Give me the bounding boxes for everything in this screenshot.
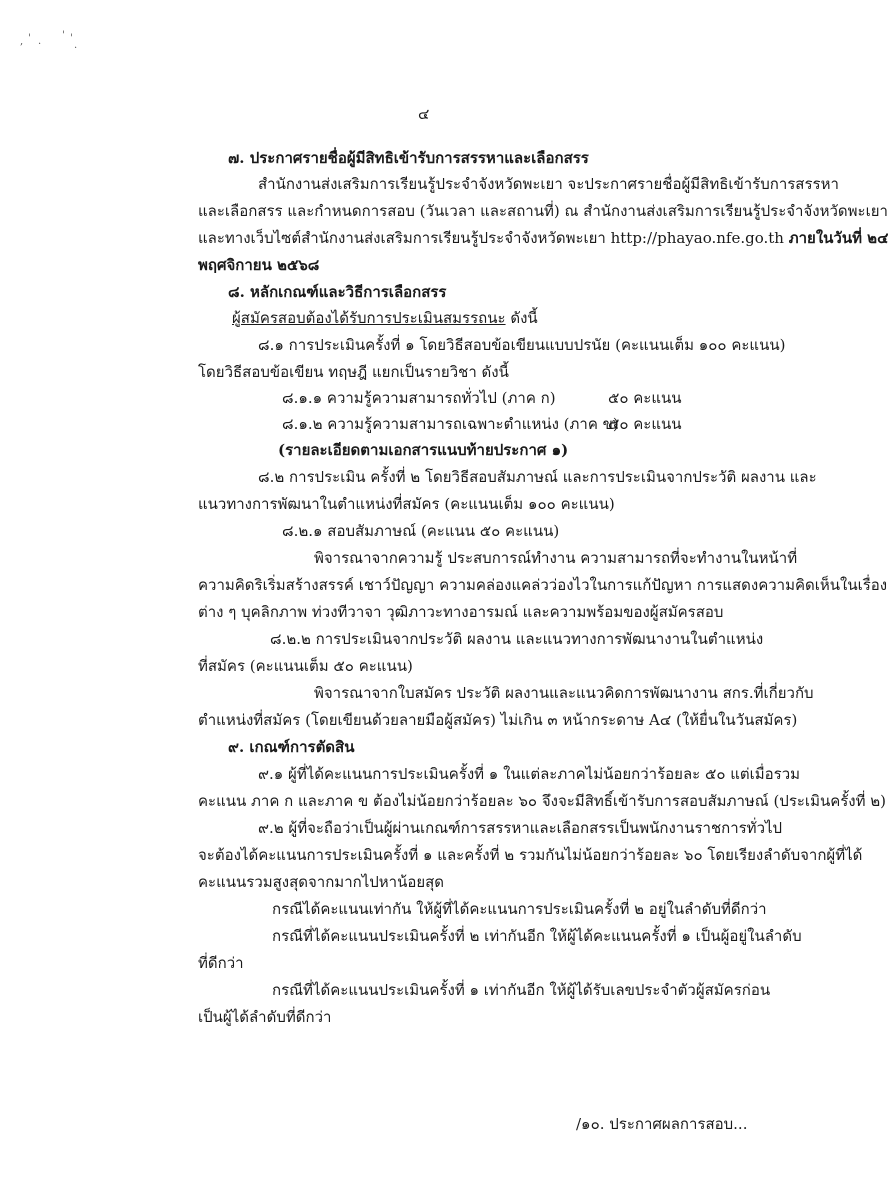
paragraph-text: และทางเว็บไซต์สำนักงานส่งเสริมการเรียนรู้ประจำจังหวัดพะเยา http://phayao.nfe.go.th xyxy=(198,229,789,247)
tiebreak-rule: กรณีที่ได้คะแนนประเมินครั้งที่ ๑ เท่ากันอีก ให้ผู้ได้รับเลขประจำตัวผู้สมัครก่อน xyxy=(272,981,771,999)
section-9-heading: ๙. เกณฑ์การตัดสิน xyxy=(228,738,355,756)
tiebreak-rule: กรณีที่ได้คะแนนประเมินครั้งที่ ๒ เท่ากันอีก ให้ผู้ได้คะแนนครั้งที่ ๑ เป็นผู้อยู่ในลำดับ xyxy=(272,927,802,945)
paragraph-line: แนวทางการพัฒนาในตำแหน่งที่สมัคร (คะแนนเต็ม ๑๐๐ คะแนน) xyxy=(198,495,615,513)
detail-note: (รายละเอียดตามเอกสารแนบท้ายประกาศ ๑) xyxy=(278,441,569,459)
paragraph-line: จะต้องได้คะแนนการประเมินครั้งที่ ๑ และครั้งที่ ๒ รวมกันไม่น้อยกว่าร้อยละ ๖๐ โดยเรียงลำดับจากผู้ที่ได้ xyxy=(198,846,863,864)
tiebreak-rule: กรณีได้คะแนนเท่ากัน ให้ผู้ที่ได้คะแนนการประเมินครั้งที่ ๒ อยู่ในลำดับที่ดีกว่า xyxy=(272,900,767,918)
subject-label: ๘.๑.๒ ความรู้ความสามารถเฉพาะตำแหน่ง (ภาค ข) xyxy=(282,415,619,433)
deadline-date: ภายในวันที่ ๒๔ xyxy=(788,229,888,247)
paragraph-line: ความคิดริเริ่มสร้างสรรค์ เชาว์ปัญญา ความคล่องแคล่วว่องไวในการแก้ปัญหา การแสดงความคิดเห็นในเรื่อง xyxy=(198,576,888,594)
paragraph-line: ที่สมัคร (คะแนนเต็ม ๕๐ คะแนน) xyxy=(198,657,413,675)
paragraph-line xyxy=(198,228,888,248)
deadline-date-cont: พฤศจิกายน ๒๕๖๘ xyxy=(198,256,320,274)
scan-mark: ' xyxy=(28,33,31,44)
tiebreak-rule-cont: ที่ดีกว่า xyxy=(198,954,244,972)
paragraph-line: พิจารณาจากความรู้ ประสบการณ์ทำงาน ความสามารถที่จะทำงานในหน้าที่ xyxy=(314,549,798,567)
section-7-heading: ๗. ประกาศรายชื่อผู้มีสิทธิเข้ารับการสรรหาและเลือกสรร xyxy=(228,149,589,167)
paragraph-line: โดยวิธีสอบข้อเขียน ทฤษฎี แยกเป็นรายวิชา ดังนี้ xyxy=(198,363,509,381)
tiebreak-rule-cont: เป็นผู้ได้ลำดับที่ดีกว่า xyxy=(198,1008,332,1026)
paragraph-line: พิจารณาจากใบสมัคร ประวัติ ผลงานและแนวคิดการพัฒนางาน สกร.ที่เกี่ยวกับ xyxy=(314,684,814,702)
paragraph-line: คะแนน ภาค ก และภาค ข ต้องไม่น้อยกว่าร้อยละ ๖๐ จึงจะมีสิทธิ์เข้ารับการสอบสัมภาษณ์ (ประเมินครั้งที่ ๒) xyxy=(198,792,887,810)
paragraph-line: ตำแหน่งที่สมัคร (โดยเขียนด้วยลายมือผู้สมัคร) ไม่เกิน ๓ หน้ากระดาษ A๔ (ให้ยื่นในวันสมัคร) xyxy=(198,711,798,729)
subheading-rest: ดังนี้ xyxy=(505,309,538,327)
paragraph-line: ๙.๑ ผู้ที่ได้คะแนนการประเมินครั้งที่ ๑ ในแต่ละภาคไม่น้อยกว่าร้อยละ ๕๐ แต่เมื่อรวม xyxy=(258,765,801,783)
scan-mark: ' xyxy=(70,33,73,44)
paragraph-line: ต่าง ๆ บุคลิกภาพ ท่วงทีวาจา วุฒิภาวะทางอารมณ์ และความพร้อมของผู้สมัครสอบ xyxy=(198,603,724,621)
paragraph-line: ๘.๑ การประเมินครั้งที่ ๑ โดยวิธีสอบข้อเขียนแบบปรนัย (คะแนนเต็ม ๑๐๐ คะแนน) xyxy=(258,336,786,354)
subheading-line xyxy=(232,308,538,328)
paragraph-line: ๘.๒ การประเมิน ครั้งที่ ๒ โดยวิธีสอบสัมภาษณ์ และการประเมินจากประวัติ ผลงาน และ xyxy=(258,468,817,486)
scan-mark: , xyxy=(20,36,24,47)
paragraph-line: ๙.๒ ผู้ที่จะถือว่าเป็นผู้ผ่านเกณฑ์การสรรหาและเลือกสรรเป็นพนักงานราชการทั่วไป xyxy=(258,819,783,837)
paragraph-line: และเลือกสรร และกำหนดการสอบ (วันเวลา และสถานที่) ณ สำนักงานส่งเสริมการเรียนรู้ประจำจังหวัดพะเยา xyxy=(198,202,888,220)
paragraph-line: สำนักงานส่งเสริมการเรียนรู้ประจำจังหวัดพะเยา จะประกาศรายชื่อผู้มีสิทธิเข้ารับการสรรหา xyxy=(258,175,839,193)
subject-label: ๘.๑.๑ ความรู้ความสามารถทั่วไป (ภาค ก) xyxy=(282,389,556,407)
subject-score: ๕๐ คะแนน xyxy=(608,389,682,407)
section-8-heading: ๘. หลักเกณฑ์และวิธีการเลือกสรร xyxy=(228,283,447,301)
subheading-underlined: ผู้สมัครสอบต้องได้รับการประเมินสมรรถนะ xyxy=(232,309,506,327)
subject-score: ๕๐ คะแนน xyxy=(608,415,682,433)
next-page-continuation: /๑๐. ประกาศผลการสอบ... xyxy=(576,1115,748,1133)
page-number: ๔ xyxy=(418,105,430,123)
paragraph-line: ๘.๒.๒ การประเมินจากประวัติ ผลงาน และแนวทางการพัฒนางานในตำแหน่ง xyxy=(270,630,764,648)
paragraph-line: คะแนนรวมสูงสุดจากมากไปหาน้อยสุด xyxy=(198,873,445,891)
scan-mark: ' xyxy=(62,30,65,41)
scan-mark: . xyxy=(74,40,78,51)
subitem-heading: ๘.๒.๑ สอบสัมภาษณ์ (คะแนน ๕๐ คะแนน) xyxy=(282,522,560,540)
scan-mark: . xyxy=(38,36,42,47)
